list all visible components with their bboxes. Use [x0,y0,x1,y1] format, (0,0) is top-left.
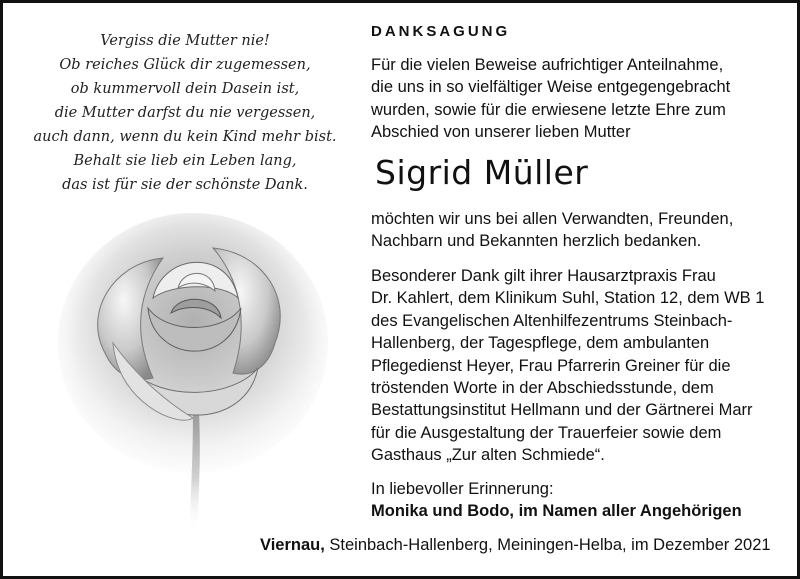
poem-line: Behalt sie lieb ein Leben lang, [73,153,297,169]
text-line: wurden, sowie für die erwiesene letzte Ehre zum [371,100,726,119]
poem-line: die Mutter darfst du nie vergessen, [54,105,316,121]
poem-line: auch dann, wenn du kein Kind mehr bist. [33,129,337,145]
poem-line: Ob reiches Glück dir zugemessen, [59,57,311,73]
text-line: tröstenden Worte in der Abschiedsstunde, dem [371,379,714,398]
text-line: Nachbarn und Bekannten herzlich bedanken. [371,232,702,251]
text-line: für die Ausgestaltung der Trauerfeier sowie dem [371,423,722,442]
poem [25,29,345,197]
text-line: Pflegedienst Heyer, Frau Pfarrerin Greiner für die [371,356,731,375]
deceased-name: Sigrid Müller [375,153,589,192]
signatories: Monika und Bodo, im Namen aller Angehörigen [371,502,742,521]
text-line: möchten wir uns bei allen Verwandten, Freunden, [371,210,734,228]
notice-title: DANKSAGUNG [371,23,511,40]
poem-line: das ist für sie der schönste Dank. [62,177,308,193]
text-line: die uns in so vielfältiger Weise entgegengebracht [371,78,731,97]
rose-image [43,203,343,533]
text-line: Für die vielen Beweise aufrichtiger Anteilnahme, [371,56,724,74]
text-line: des Evangelischen Altenhilfezentrums Steinbach- [371,311,733,330]
text-line: Gasthaus „Zur alten Schmiede“. [371,446,605,465]
text-line: Dr. Kahlert, dem Klinikum Suhl, Station 12, dem WB 1 [371,289,765,308]
intro-paragraph [371,54,730,144]
text-line: Bestattungsinstitut Hellmann und der Gärtnerei Marr [371,401,753,420]
text-line: Hallenberg, der Tagespflege, dem ambulanten [371,334,710,353]
poem-line: ob kummervoll dein Dasein ist, [70,81,300,97]
footer-places [260,536,771,555]
special-thanks-paragraph [371,265,764,467]
footer-place-rest: Steinbach-Hallenberg, Meiningen-Helba, im Dezember 2021 [324,536,771,554]
poem-line: Vergiss die Mutter nie! [100,33,270,49]
thanks-paragraph [371,208,733,253]
footer-place-bold: Viernau, [260,536,325,554]
signature-block [371,478,742,523]
text-line: Abschied von unserer lieben Mutter [371,123,631,142]
memory-label: In liebevoller Erinnerung: [371,480,554,498]
text-line: Besonderer Dank gilt ihrer Hausarztpraxis Frau [371,267,716,285]
